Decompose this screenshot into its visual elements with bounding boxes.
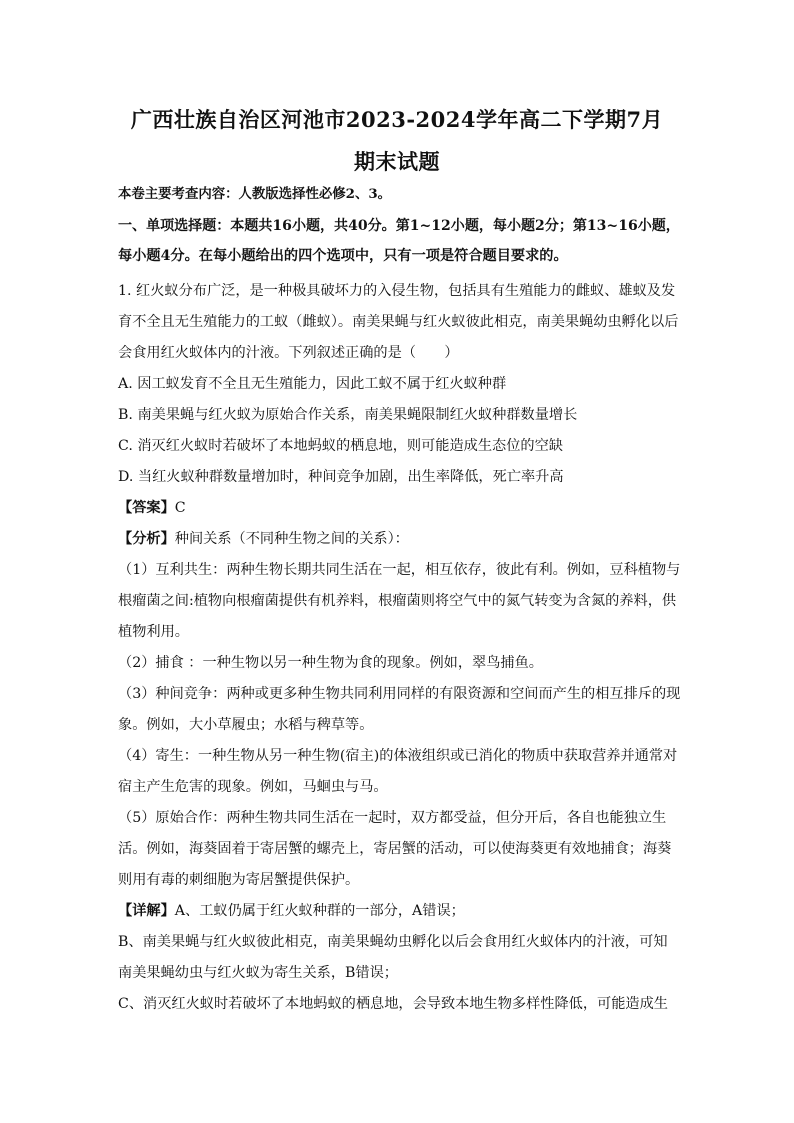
section-instructions-line-2: 每小题4分。在每小题给出的四个选项中，只有一项是符合题目要求的。: [118, 248, 568, 264]
answer-value: C: [174, 500, 186, 516]
option-a: A. 因工蚁发育不全且无生殖能力，因此工蚁不属于红火蚁种群: [118, 376, 507, 392]
option-d: D. 当红火蚁种群数量增加时，种间竞争加剧，出生率降低，死亡率升高: [118, 469, 564, 485]
analysis-line: 宿主产生危害的现象。例如，马蛔虫与马。: [118, 779, 388, 795]
question-stem-line-1: 1. 红火蚁分布广泛，是一种极具破坏力的入侵生物，包括具有生殖能力的雌蚁、雄蚁及发: [118, 283, 676, 299]
option-b: B. 南美果蝇与红火蚁为原始合作关系，南美果蝇限制红火蚁种群数量增长: [118, 407, 578, 423]
detail-row: [118, 901, 465, 921]
detail-line: 南美果蝇幼虫与红火蚁为寄生关系，B错误；: [118, 965, 398, 981]
analysis-line: 根瘤菌之间:植物向根瘤菌提供有机养料，根瘤菌则将空气中的氮气转变为含氮的养料，供: [118, 593, 677, 609]
scope-note: 本卷主要考查内容：人教版选择性必修2、3。: [118, 186, 392, 202]
question-stem-line-2: 育不全且无生殖能力的工蚁（雌蚁）。南美果蝇与红火蚁彼此相克，南美果蝇幼虫孵化以后: [118, 314, 679, 330]
analysis-line: 则用有毒的刺细胞为寄居蟹提供保护。: [118, 872, 360, 888]
detail-line: B、南美果蝇与红火蚁彼此相克，南美果蝇幼虫孵化以后会食用红火蚁体内的汁液，可知: [118, 934, 668, 950]
analysis-line: （2）捕食 ：一种生物以另一种生物为食的现象。例如，翠鸟捕鱼。: [118, 655, 543, 671]
answer-label: 【答案】: [118, 500, 175, 516]
analysis-line: （5）原始合作：两种生物共同生活在一起时，双方都受益，但分开后，各自也能独立生: [118, 810, 667, 826]
section-instructions-line-1: 一、单项选择题：本题共16小题，共40分。第1~12小题，每小题2分；第13~16小题，: [118, 218, 680, 234]
analysis-line: 植物利用。: [118, 624, 189, 640]
analysis-label: 【分析】: [118, 531, 175, 547]
analysis-line: 象。例如，大小草履虫；水稻与稗草等。: [118, 717, 374, 733]
question-stem-line-3: 会食用红火蚁体内的汁液。下列叙述正确的是（ ）: [118, 345, 459, 361]
analysis-row: [118, 529, 409, 549]
title-line-1: 广西壮族自治区河池市2023-2024学年高二下学期7月: [130, 107, 664, 132]
title-line-2: 期末试题: [354, 149, 440, 174]
analysis-line: （4）寄生：一种生物从另一种生物(宿主)的体液组织或已消化的物质中获取营养并通常对: [118, 748, 678, 764]
analysis-intro: 种间关系（不同种生物之间的关系）：: [174, 531, 409, 547]
analysis-line: （3）种间竞争：两种或更多种生物共同利用同样的有限资源和空间而产生的相互排斥的现: [118, 686, 681, 702]
detail-line: A、工蚁仍属于红火蚁种群的一部分，A错误；: [174, 903, 465, 919]
option-c: C. 消灭红火蚁时若破坏了本地蚂蚁的栖息地，则可能造成生态位的空缺: [118, 438, 563, 454]
detail-line: C、消灭红火蚁时若破坏了本地蚂蚁的栖息地，会导致本地生物多样性降低，可能造成生: [118, 996, 668, 1012]
analysis-line: （1）互利共生：两种生物长期共同生活在一起，相互依存，彼此有利。例如，豆科植物与: [118, 562, 681, 578]
analysis-line: 活。例如，海葵固着于寄居蟹的螺壳上，寄居蟹的活动，可以使海葵更有效地捕食；海葵: [118, 841, 672, 857]
answer-row: [118, 498, 186, 518]
detail-label: 【详解】: [118, 903, 175, 919]
